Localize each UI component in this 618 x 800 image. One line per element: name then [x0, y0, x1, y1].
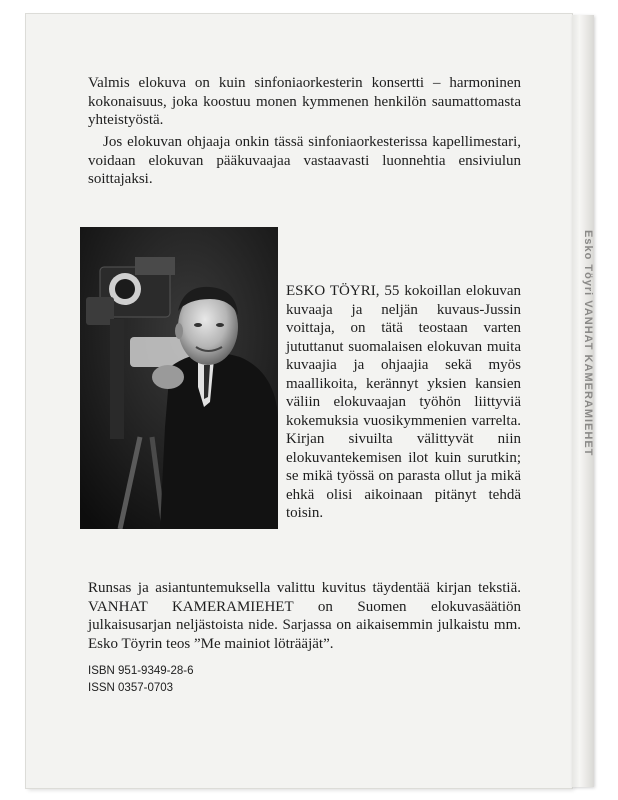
spine-title: Esko Töyri VANHAT KAMERAMIEHET	[582, 230, 594, 457]
isbn-number: ISBN 951-9349-28-6	[88, 665, 194, 677]
identifier-block	[88, 663, 193, 697]
intro-paragraph: Valmis elokuva on kuin sinfoniaorkesterin konsertti – harmoninen kokonaisuus, joka koostuu monen kymmenen henkilön saumattomasta yhteistyöstä.	[88, 75, 521, 128]
closing-paragraph: Runsas ja asiantuntemuksella valittu kuvitus täydentää kirjan tekstiä. VANHAT KAMERAMIEHET on Suomen elokuvasäätiön julkaisusarjan neljästoista nide. Sarjassa on aikaisemmin julkaistu mm. Esko Töyrin teos ”Me mainiot löträäjät”.	[88, 580, 521, 652]
author-caption: ESKO TÖYRI, 55 kokoillan elokuvan kuvaaja ja neljän kuvaus-Jussin voittaja, on tätä teostaan varten jututtanut suomalaisen elokuvan muita kuvaajia ja ohjaajia sekä myös maallikoita, kerännyt yksien kansien väliin elokuvaajan työhön liittyviä kokemuksia vuosikymmenien varrelta. Kirjan sivuilta välittyvät niin elokuvantekemisen ilot kuin surutkin; se mikä työssä on parasta ollut ja mikä ehkä olisi aikoinaan pitänyt tehdä toisin.	[286, 283, 521, 521]
second-paragraph: Jos elokuvan ohjaaja onkin tässä sinfoniaorkesterissa kapellimestari, voidaan elokuvan pääkuvaajaa vastaavasti luonnehtia ensiviulun soittajaksi.	[88, 134, 521, 187]
book-spine	[572, 15, 594, 787]
author-photo	[80, 227, 278, 529]
issn-number: ISSN 0357-0703	[88, 682, 174, 694]
